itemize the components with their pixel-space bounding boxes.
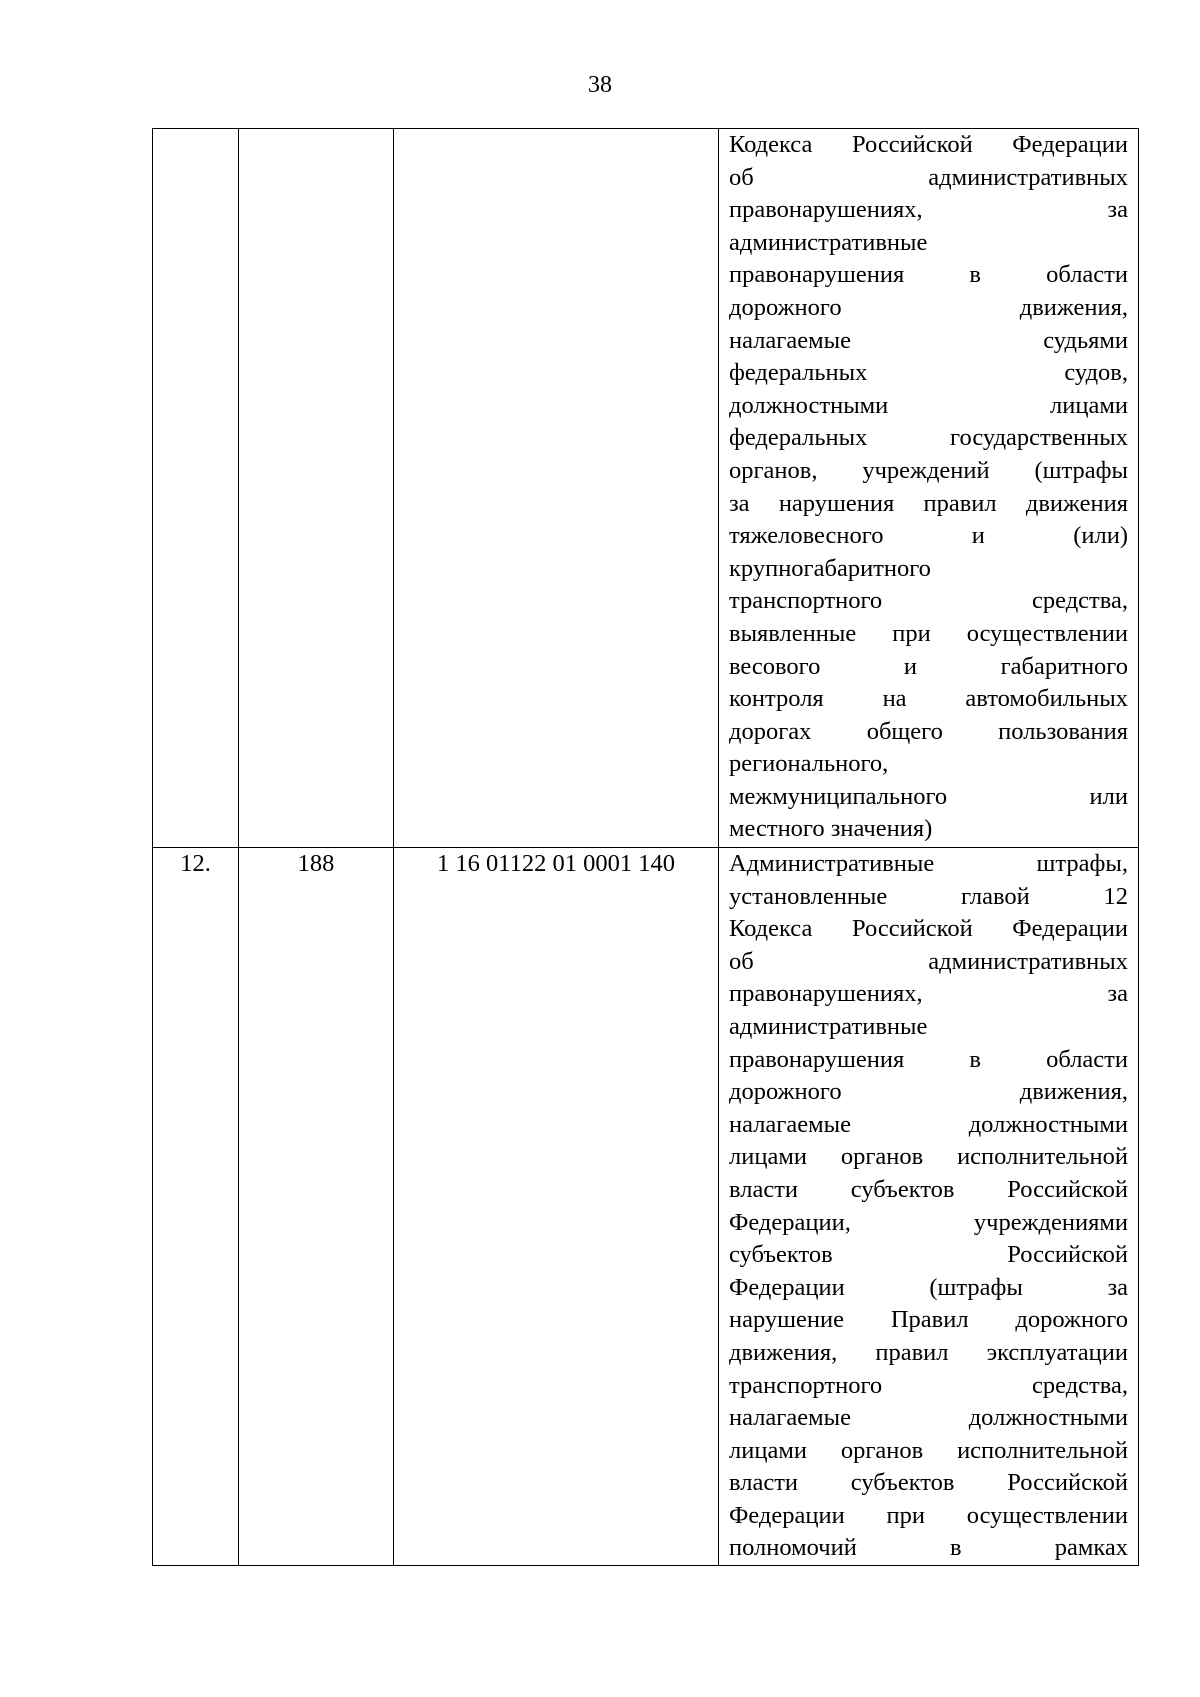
description-line: правонарушения в области bbox=[729, 261, 1128, 289]
description-line: административные bbox=[729, 1012, 928, 1040]
description-line: Кодекса Российской Федерации bbox=[729, 131, 1128, 158]
description-line: власти субъектов Российской bbox=[729, 1469, 1128, 1497]
description-line: межмуниципального или bbox=[729, 782, 1128, 810]
description-cell bbox=[719, 848, 1139, 1566]
description-line: движения, правил эксплуатации bbox=[729, 1338, 1128, 1366]
row-number-cell bbox=[153, 129, 239, 848]
admin-code-cell: 188 bbox=[239, 848, 394, 1566]
description-line: федеральных судов, bbox=[729, 359, 1128, 387]
description-line: установленные главой 12 bbox=[729, 882, 1128, 910]
description-line: правонарушения в области bbox=[729, 1045, 1128, 1073]
description-cell bbox=[719, 129, 1139, 848]
page-number: 38 bbox=[588, 72, 612, 98]
description-line: тяжеловесного и (или) bbox=[729, 522, 1128, 550]
description-line: дорожного движения, bbox=[729, 293, 1128, 321]
description-line: субъектов Российской bbox=[729, 1241, 1128, 1269]
description-line: об административных bbox=[729, 163, 1128, 191]
description-line: налагаемые должностными bbox=[729, 1404, 1128, 1432]
description-line: правонарушениях, за bbox=[729, 196, 1128, 224]
table-row bbox=[153, 848, 1139, 1566]
description-line: контроля на автомобильных bbox=[729, 685, 1128, 713]
description-line: за нарушения правил движения bbox=[729, 489, 1128, 517]
description-line: власти субъектов Российской bbox=[729, 1175, 1128, 1203]
budget-classification-code-cell bbox=[394, 129, 719, 848]
description-line: Федерации, учреждениями bbox=[729, 1208, 1128, 1236]
description-line: полномочий в рамках bbox=[729, 1534, 1128, 1562]
description-line: регионального, bbox=[729, 750, 889, 778]
description-line: налагаемые судьями bbox=[729, 326, 1128, 354]
budget-classification-code-cell: 1 16 01122 01 0001 140 bbox=[394, 848, 719, 1566]
description-line: дорогах общего пользования bbox=[729, 717, 1128, 745]
row-number-cell: 12. bbox=[153, 848, 239, 1566]
budget-codes-table bbox=[152, 128, 1139, 1566]
table-row bbox=[153, 129, 1139, 848]
description-line: Административные штрафы, bbox=[729, 850, 1128, 877]
description-line: лицами органов исполнительной bbox=[729, 1436, 1128, 1464]
description-line: транспортного средства, bbox=[729, 587, 1128, 615]
admin-code-cell bbox=[239, 129, 394, 848]
description-line: выявленные при осуществлении bbox=[729, 619, 1128, 647]
description-line: нарушение Правил дорожного bbox=[729, 1306, 1128, 1334]
description-line: весового и габаритного bbox=[729, 652, 1128, 680]
description-line: Федерации при осуществлении bbox=[729, 1501, 1128, 1529]
description-line: дорожного движения, bbox=[729, 1078, 1128, 1106]
description-line: транспортного средства, bbox=[729, 1371, 1128, 1399]
description-line: федеральных государственных bbox=[729, 424, 1128, 452]
description-line: административные bbox=[729, 228, 928, 256]
description-line: должностными лицами bbox=[729, 391, 1128, 419]
description-line: налагаемые должностными bbox=[729, 1110, 1128, 1138]
description-line: органов, учреждений (штрафы bbox=[729, 456, 1128, 484]
description-line: Федерации (штрафы за bbox=[729, 1273, 1128, 1301]
description-line: Кодекса Российской Федерации bbox=[729, 915, 1128, 943]
description-line: об административных bbox=[729, 947, 1128, 975]
description-line: местного значения) bbox=[729, 815, 933, 843]
description-line: правонарушениях, за bbox=[729, 980, 1128, 1008]
description-line: лицами органов исполнительной bbox=[729, 1143, 1128, 1171]
description-line: крупногабаритного bbox=[729, 554, 931, 582]
